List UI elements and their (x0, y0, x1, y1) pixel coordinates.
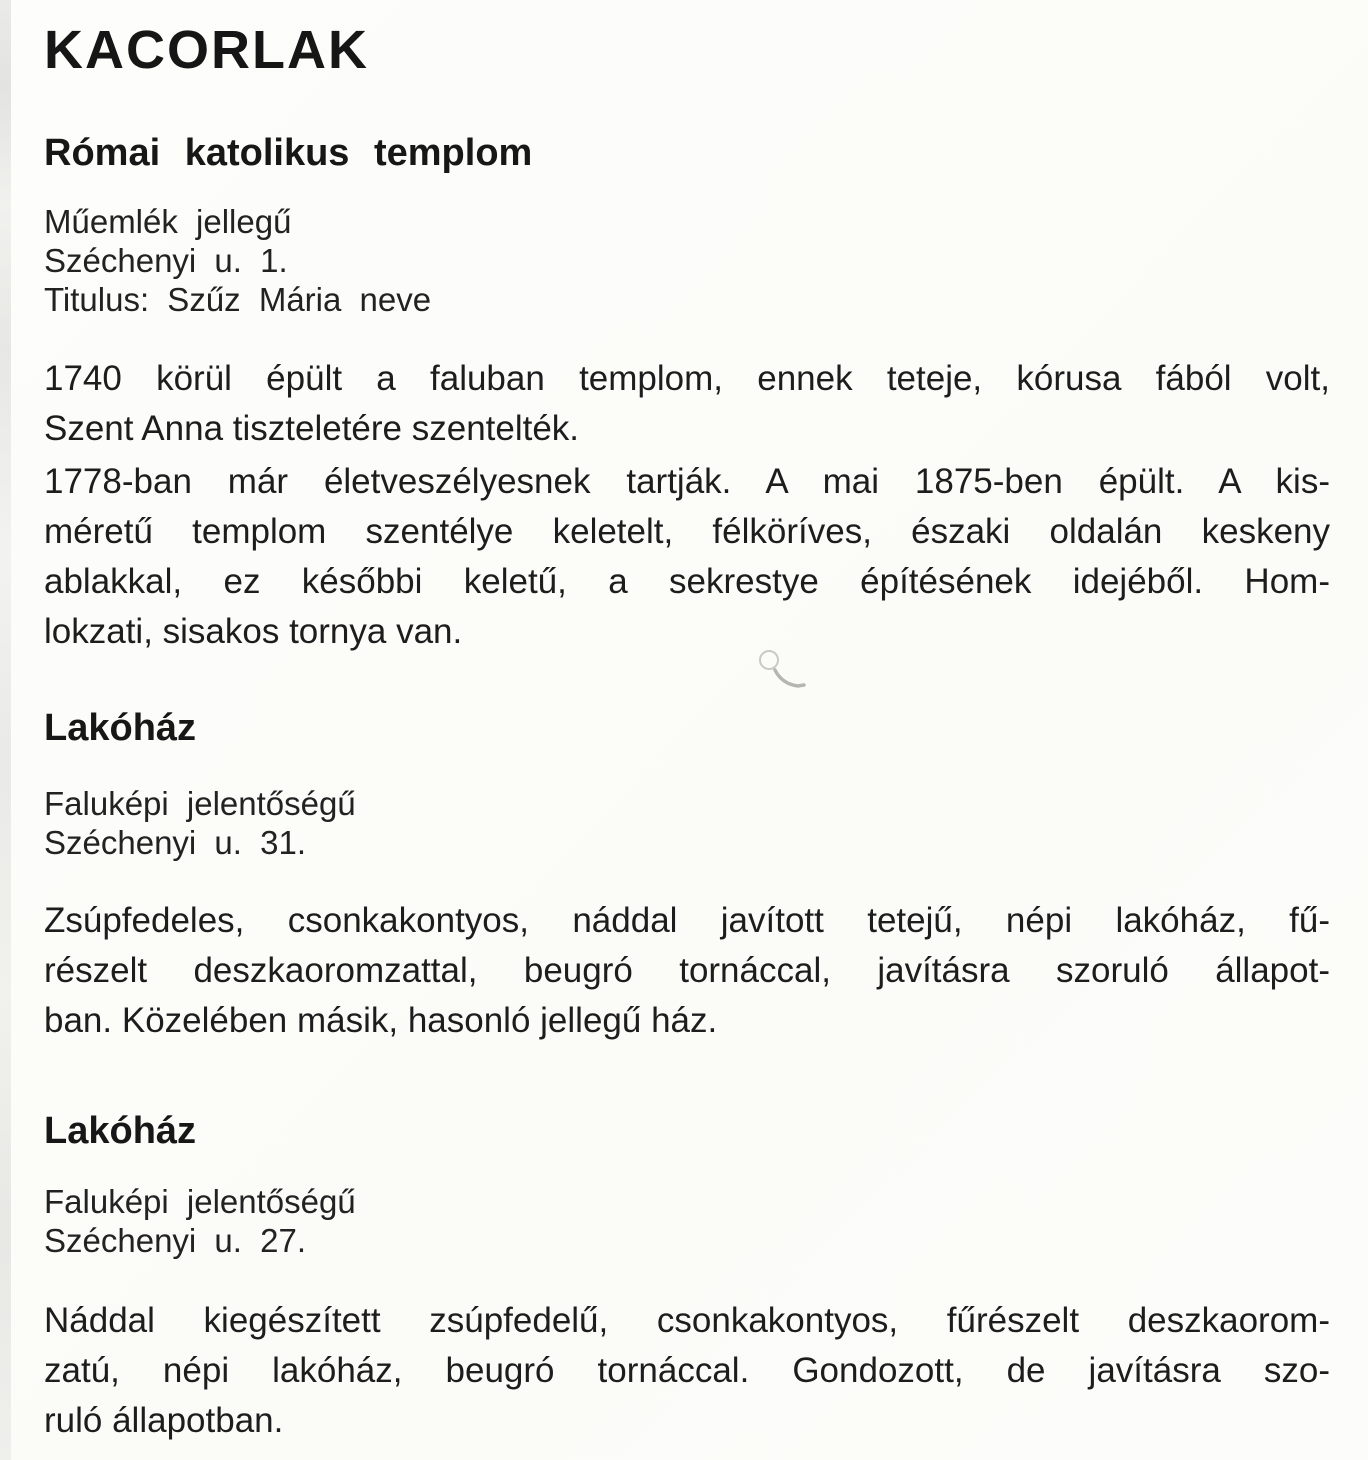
text-line: ablakkal, ez későbbi keletű, a sekrestye építésének idejéből. Hom- (44, 562, 1330, 601)
text-line: lokzati, sisakos tornya van. (44, 612, 463, 651)
paragraph (44, 896, 1330, 1046)
text-line: méretű templom szentélye keletelt, félköríves, északi oldalán keskeny (44, 512, 1330, 551)
titulus-line: Titulus: Szűz Mária neve (44, 281, 432, 318)
text-line: Zsúpfedeles, csonkakontyos, náddal javított tetejű, népi lakóház, fű- (44, 901, 1330, 940)
entry-heading-house-31: Lakóház (44, 707, 197, 749)
entry-meta-house-27 (44, 1182, 356, 1260)
paragraph (44, 457, 1330, 657)
text-line: zatú, népi lakóház, beugró tornáccal. Gondozott, de javításra szo- (44, 1351, 1330, 1390)
monument-status-line: Faluképi jelentőségű (44, 785, 356, 822)
address-line: Széchenyi u. 31. (44, 824, 306, 861)
address-line: Széchenyi u. 27. (44, 1222, 306, 1259)
entry-heading-church: Római katolikus templom (44, 132, 533, 174)
village-title: KACORLAK (44, 20, 369, 80)
text-line: Szent Anna tiszteletére szentelték. (44, 409, 580, 448)
text-line: ban. Közelében másik, hasonló jellegű ház. (44, 1001, 718, 1040)
paragraph (44, 354, 1330, 454)
text-line: ruló állapotban. (44, 1401, 284, 1440)
entry-heading-house-27: Lakóház (44, 1110, 197, 1152)
scan-smudge-artifact (752, 646, 816, 698)
text-line: Náddal kiegészített zsúpfedelű, csonkakontyos, fűrészelt deszkaorom- (44, 1301, 1330, 1340)
entry-meta-church (44, 202, 431, 319)
entry-meta-house-31 (44, 784, 356, 862)
monument-status-line: Faluképi jelentőségű (44, 1183, 356, 1220)
text-line: 1778-ban már életveszélyesnek tartják. A mai 1875-ben épült. A kis- (44, 462, 1330, 501)
text-line: 1740 körül épült a faluban templom, ennek teteje, kórusa fából volt, (44, 359, 1330, 398)
paragraph (44, 1296, 1330, 1446)
scan-gutter-shadow (0, 0, 11, 1460)
text-line: részelt deszkaoromzattal, beugró tornáccal, javításra szoruló állapot- (44, 951, 1330, 990)
address-line: Széchenyi u. 1. (44, 242, 288, 279)
monument-status-line: Műemlék jellegű (44, 203, 292, 240)
